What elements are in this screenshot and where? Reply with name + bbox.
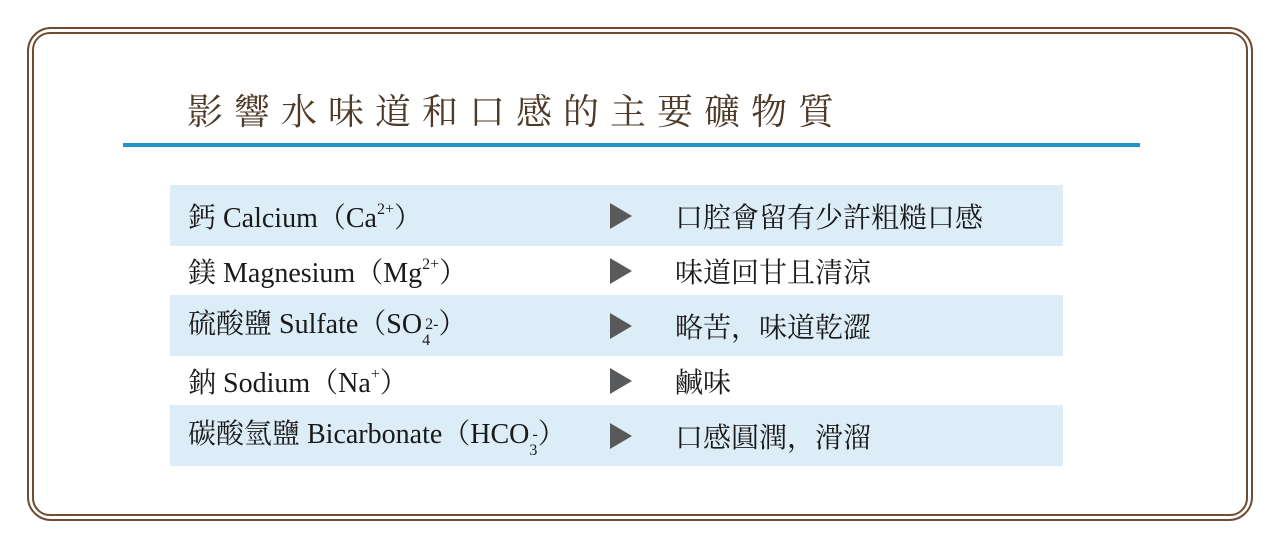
table-row: [170, 185, 1063, 246]
mineral-label: 鈉 Sodium（Na+）: [188, 366, 408, 399]
title-underline: [123, 143, 1140, 147]
taste-text: 味道回甘且清涼: [675, 257, 872, 289]
right-triangle-icon: [610, 368, 632, 394]
mineral-label: 鈣 $Calcium(Ca^{2+})$: [188, 201, 423, 234]
mineral-table: [170, 185, 1063, 466]
arrow-cell: [610, 368, 675, 394]
right-triangle-icon: [610, 203, 632, 229]
right-triangle-icon: [610, 313, 632, 339]
arrow-cell: [610, 258, 675, 284]
table-row: [170, 405, 1063, 466]
table-row: [170, 295, 1063, 356]
mineral-label: 鎂 $Magnesium(Mg^{2+})$: [188, 256, 468, 289]
arrow-cell: [610, 423, 675, 449]
table-row: [170, 356, 1063, 405]
taste-text: 略苦，味道乾澀: [675, 312, 872, 344]
right-triangle-icon: [610, 258, 632, 284]
page-title: 影響水味道和口感的主要礦物質: [187, 92, 846, 132]
right-triangle-icon: [610, 423, 632, 449]
taste-text: 口腔會留有少許粗糙口感: [675, 202, 984, 234]
mineral-label: 硫酸鹽 Sulfate（SO 2- 4 ）: [188, 309, 467, 349]
taste-text: 口感圓潤，滑溜: [675, 422, 872, 454]
arrow-cell: [610, 203, 675, 229]
mineral-label: 碳酸氫鹽 Bicarbonate（HCO - 3 ）: [188, 419, 566, 459]
taste-text: 鹹味: [675, 367, 732, 399]
arrow-cell: [610, 313, 675, 339]
table-row: [170, 246, 1063, 295]
